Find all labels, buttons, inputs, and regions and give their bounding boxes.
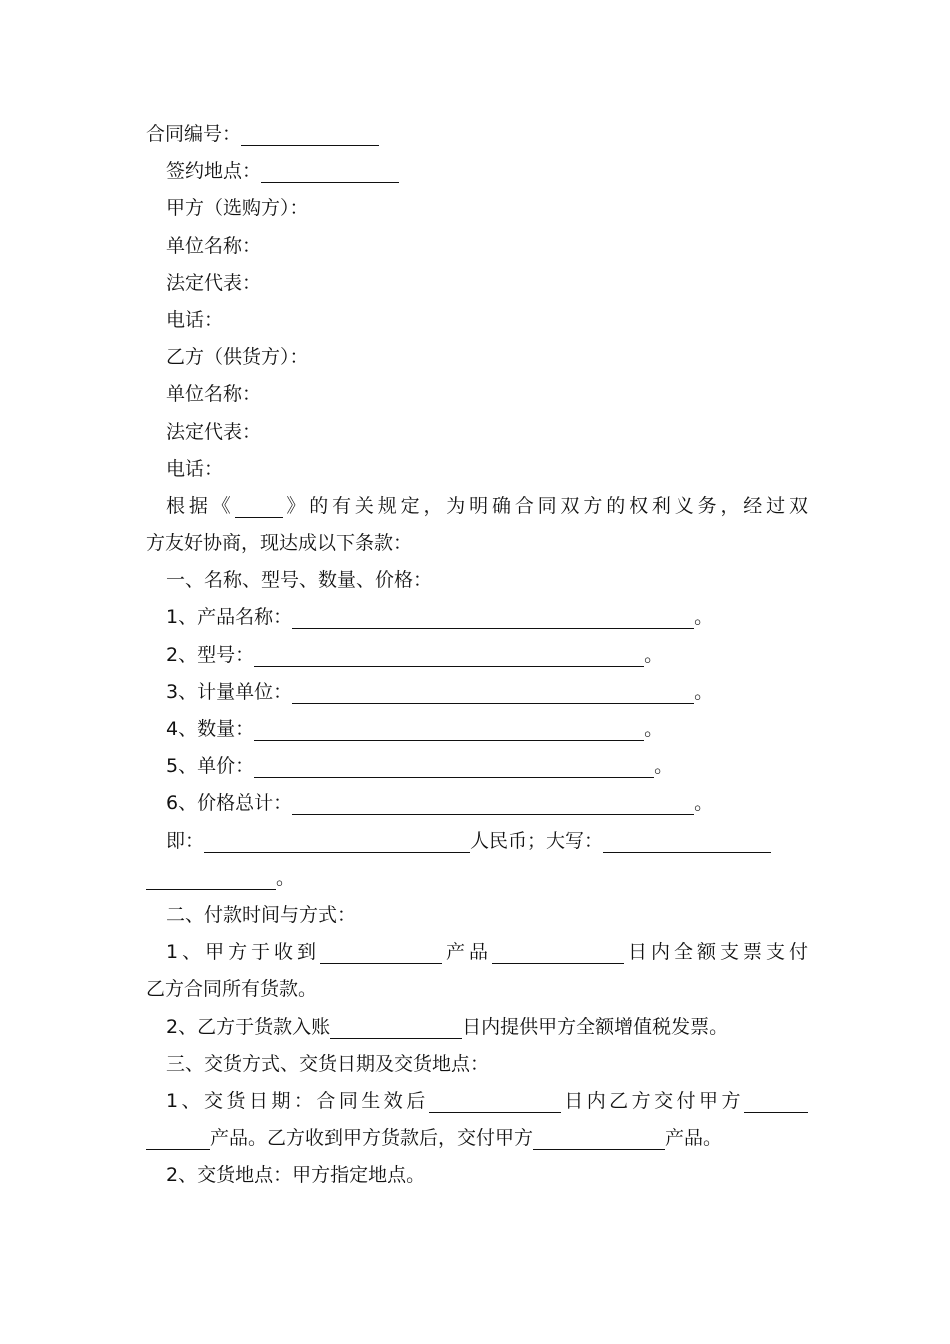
delivery-product-blank[interactable] [744, 1090, 808, 1113]
contract-number-blank[interactable] [241, 123, 379, 146]
total-price-blank[interactable] [292, 792, 694, 815]
delivery-item-1-cont [146, 1120, 808, 1157]
contract-body [146, 116, 808, 1194]
unit-price-label: 5、单价： [166, 755, 255, 778]
party-b-phone-label: 电话： [166, 457, 224, 480]
amount-equivalent-line [146, 823, 808, 860]
period: 。 [644, 718, 664, 740]
model-label: 2、型号： [166, 643, 255, 666]
delivery-text-d: 产品。 [665, 1127, 723, 1150]
payment-days-blank[interactable] [492, 941, 624, 964]
unit-price-blank[interactable] [254, 755, 654, 778]
section3-heading: 三、交货方式、交货日期及交货地点： [166, 1052, 490, 1075]
preamble-line-1 [146, 488, 808, 525]
preamble-line-2: 方友好协商，现达成以下条款： [146, 532, 413, 555]
party-b-heading: 乙方（供货方）： [166, 346, 309, 369]
law-name-blank[interactable] [235, 495, 283, 518]
total-price-label: 6、价格总计： [166, 792, 293, 815]
payment-text-a: 1、甲方于收到 [166, 941, 321, 964]
invoice-days-blank[interactable] [330, 1016, 462, 1039]
period: 。 [694, 606, 714, 629]
model-blank[interactable] [254, 644, 644, 667]
unit-blank[interactable] [292, 681, 694, 704]
model-line [146, 637, 808, 674]
amount-figure-blank[interactable] [204, 830, 470, 853]
contract-number-line [146, 116, 808, 153]
period: 。 [644, 643, 664, 666]
payment-product-blank[interactable] [320, 941, 442, 964]
product-name-line [146, 599, 808, 636]
delivery-item-2-line: 2、交货地点：甲方指定地点。 [166, 1164, 426, 1187]
delivery-days-blank[interactable] [429, 1090, 561, 1113]
payment-item-1-cont: 乙方合同所有货款。 [146, 978, 318, 1001]
preamble-text-2: 》的有关规定，为明确合同双方的权利义务，经过双 [282, 494, 808, 517]
party-a-phone-label: 电话： [166, 308, 224, 331]
quantity-label: 4、数量： [166, 718, 255, 740]
party-b-rep-label: 法定代表： [166, 420, 262, 443]
quantity-line [146, 711, 808, 748]
amount-words-blank-2[interactable] [146, 867, 276, 890]
party-a-company-label: 单位名称： [166, 234, 262, 257]
payment-text-c: 日内全额支票支付 [624, 941, 808, 964]
signing-place-label: 签约地点： [166, 160, 262, 183]
section2-heading: 二、付款时间与方式： [166, 903, 357, 926]
delivery-text-a: 1、交货日期：合同生效后 [166, 1089, 429, 1112]
unit-price-line [146, 748, 808, 785]
section1-heading: 一、名称、型号、数量、价格： [166, 569, 433, 592]
period: 。 [654, 755, 674, 778]
period: 。 [276, 866, 296, 889]
period: 。 [694, 680, 714, 703]
total-price-line [146, 785, 808, 822]
unit-label: 3、计量单位： [166, 680, 293, 703]
signing-place-blank[interactable] [261, 160, 399, 183]
rmb-label: 人民币；大写： [470, 829, 604, 852]
preamble-text-1: 根据《 [166, 494, 235, 517]
amount-continuation-line [146, 860, 808, 897]
payment-text-b: 产品 [442, 941, 493, 964]
contract-number-label: 合同编号： [146, 123, 242, 145]
delivery-text-c: 产品。乙方收到甲方货款后，交付甲方 [210, 1127, 534, 1150]
party-a-rep-label: 法定代表： [166, 271, 262, 294]
product-name-label: 1、产品名称： [166, 606, 293, 629]
invoice-text-a: 2、乙方于货款入账 [166, 1015, 331, 1038]
invoice-text-b: 日内提供甲方全额增值税发票。 [462, 1015, 729, 1038]
payment-item-2-line [146, 1009, 808, 1046]
delivery-item-1-line [146, 1083, 808, 1120]
party-a-heading: 甲方（选购方）： [166, 197, 309, 220]
unit-line [146, 674, 808, 711]
amount-prefix: 即： [166, 829, 205, 852]
delivery-text-b: 日内乙方交付甲方 [560, 1089, 744, 1112]
payment-item-1-line [146, 934, 808, 971]
delivery-product-blank-2[interactable] [146, 1127, 210, 1150]
quantity-blank[interactable] [254, 718, 644, 741]
amount-words-blank[interactable] [603, 830, 771, 853]
period: 。 [694, 792, 714, 815]
signing-place-line [146, 153, 808, 190]
party-b-company-label: 单位名称： [166, 383, 262, 406]
product-name-blank[interactable] [292, 606, 694, 629]
delivery-after-payment-blank[interactable] [533, 1127, 665, 1150]
